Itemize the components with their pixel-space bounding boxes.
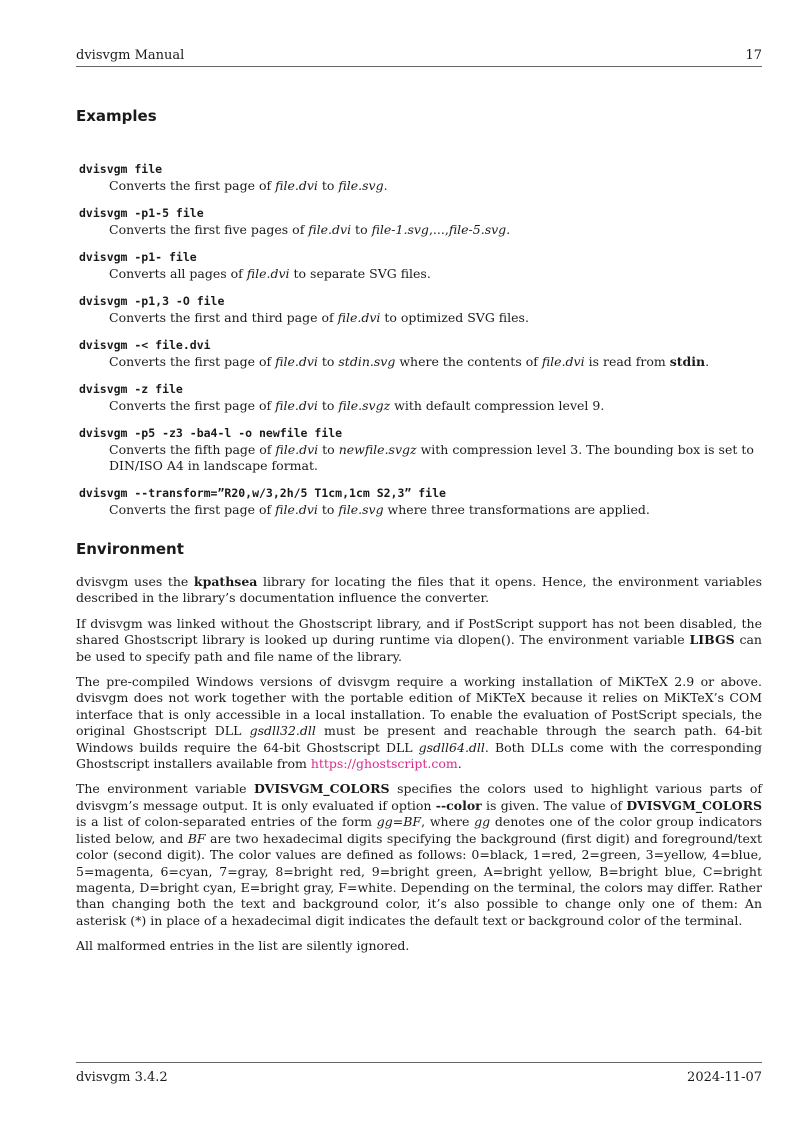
example-description: Converts the first page of file.dvi to file.svgz with default compression level 9. (109, 398, 605, 413)
example-item (79, 486, 762, 518)
example-item (79, 338, 762, 370)
example-command: dvisvgm --transform=”R20,w/3,2h/5 T1cm,1cm S2,3” file (79, 486, 446, 500)
header-page-number: 17 (745, 48, 762, 63)
example-description: Converts the fifth page of file.dvi to newfile.svgz with compression level 3. The bounding box is set to DIN/ISO A4 in landscape format. (109, 442, 754, 473)
header-title: dvisvgm Manual (76, 48, 185, 63)
environment-heading: Environment (76, 540, 184, 558)
examples-list (79, 162, 762, 530)
example-item (79, 250, 762, 282)
example-command: dvisvgm -< file.dvi (79, 338, 211, 352)
env-paragraph-windows: The pre-compiled Windows versions of dvisvgm require a working installation of MiKTeX 2.9 or above. dvisvgm does not work together with the portable edition of MiKTeX because it relies on MiKTeX’s COM interface that is only accessible in a local installation. To enable the evaluation of PostScript specials, the original Ghostscript DLL gsdll32.dll must be present and reachable through the search path. 64-bit Windows builds require the 64-bit Ghostscript DLL gsdll64.dll. Both DLLs come with the corresponding Ghostscript installers available from https://ghostscript.com. (76, 674, 762, 772)
example-description: Converts the first and third page of file.dvi to optimized SVG files. (109, 310, 529, 325)
example-command: dvisvgm file (79, 162, 163, 176)
example-description: Converts all pages of file.dvi to separate SVG files. (109, 266, 431, 281)
example-description: Converts the first page of file.dvi to file.svg. (109, 178, 388, 193)
example-command: dvisvgm -p1- file (79, 250, 197, 264)
example-description: Converts the first five pages of file.dvi to file-1.svg,...,file-5.svg. (109, 222, 511, 237)
example-command: dvisvgm -p5 -z3 -ba4-l -o newfile file (79, 426, 343, 440)
example-description: Converts the first page of file.dvi to file.svg where three transformations are applied. (109, 502, 650, 517)
env-paragraph-kpathsea: dvisvgm uses the kpathsea library for locating the files that it opens. Hence, the environment variables described in the library’s documentation influence the converter. (76, 574, 762, 606)
manual-page (76, 0, 762, 1132)
env-paragraph-libgs: If dvisvgm was linked without the Ghostscript library, and if PostScript support has not been disabled, the shared Ghostscript library is looked up during runtime via dlopen(). The environment variable LIBGS can be used to specify path and file name of the library. (76, 615, 762, 664)
page-header (76, 48, 762, 67)
env-paragraph-malformed: All malformed entries in the list are silently ignored. (76, 938, 410, 954)
example-command: dvisvgm -p1-5 file (79, 206, 204, 220)
example-item (79, 382, 762, 414)
footer-version: dvisvgm 3.4.2 (76, 1070, 168, 1085)
example-command: dvisvgm -p1,3 -O file (79, 294, 225, 308)
env-paragraph-colors: The environment variable DVISVGM_COLORS specifies the colors used to highlight various parts of dvisvgm’s message output. It is only evaluated if option --color is given. The value of DVISVGM_COLORS is a list of colon-separated entries of the form gg=BF, where gg denotes one of the color group indicators listed below, and BF are two hexadecimal digits specifying the background (first digit) and foreground/text color (second digit). The color values are defined as follows: 0=black, 1=red, 2=green, 3=yellow, 4=blue, 5=magenta, 6=cyan, 7=gray, 8=bright red, 9=bright green, A=bright yellow, B=bright blue, C=bright magenta, D=bright cyan, E=bright gray, F=white. Depending on the terminal, the colors may differ. Rather than changing both the text and background color, it’s also possible to change only one of them: An asterisk (*) in place of a hexadecimal digit indicates the default text or background color of the terminal. (76, 781, 762, 928)
page-footer (76, 1062, 762, 1085)
example-item (79, 162, 762, 194)
examples-heading: Examples (76, 107, 157, 125)
example-item (79, 206, 762, 238)
example-item (79, 294, 762, 326)
environment-section (76, 574, 762, 964)
footer-date: 2024-11-07 (687, 1070, 762, 1085)
example-item (79, 426, 762, 474)
example-description: Converts the first page of file.dvi to stdin.svg where the contents of file.dvi is read from stdin. (109, 354, 710, 369)
ghostscript-link[interactable]: https://ghostscript.com (310, 756, 458, 772)
example-command: dvisvgm -z file (79, 382, 183, 396)
